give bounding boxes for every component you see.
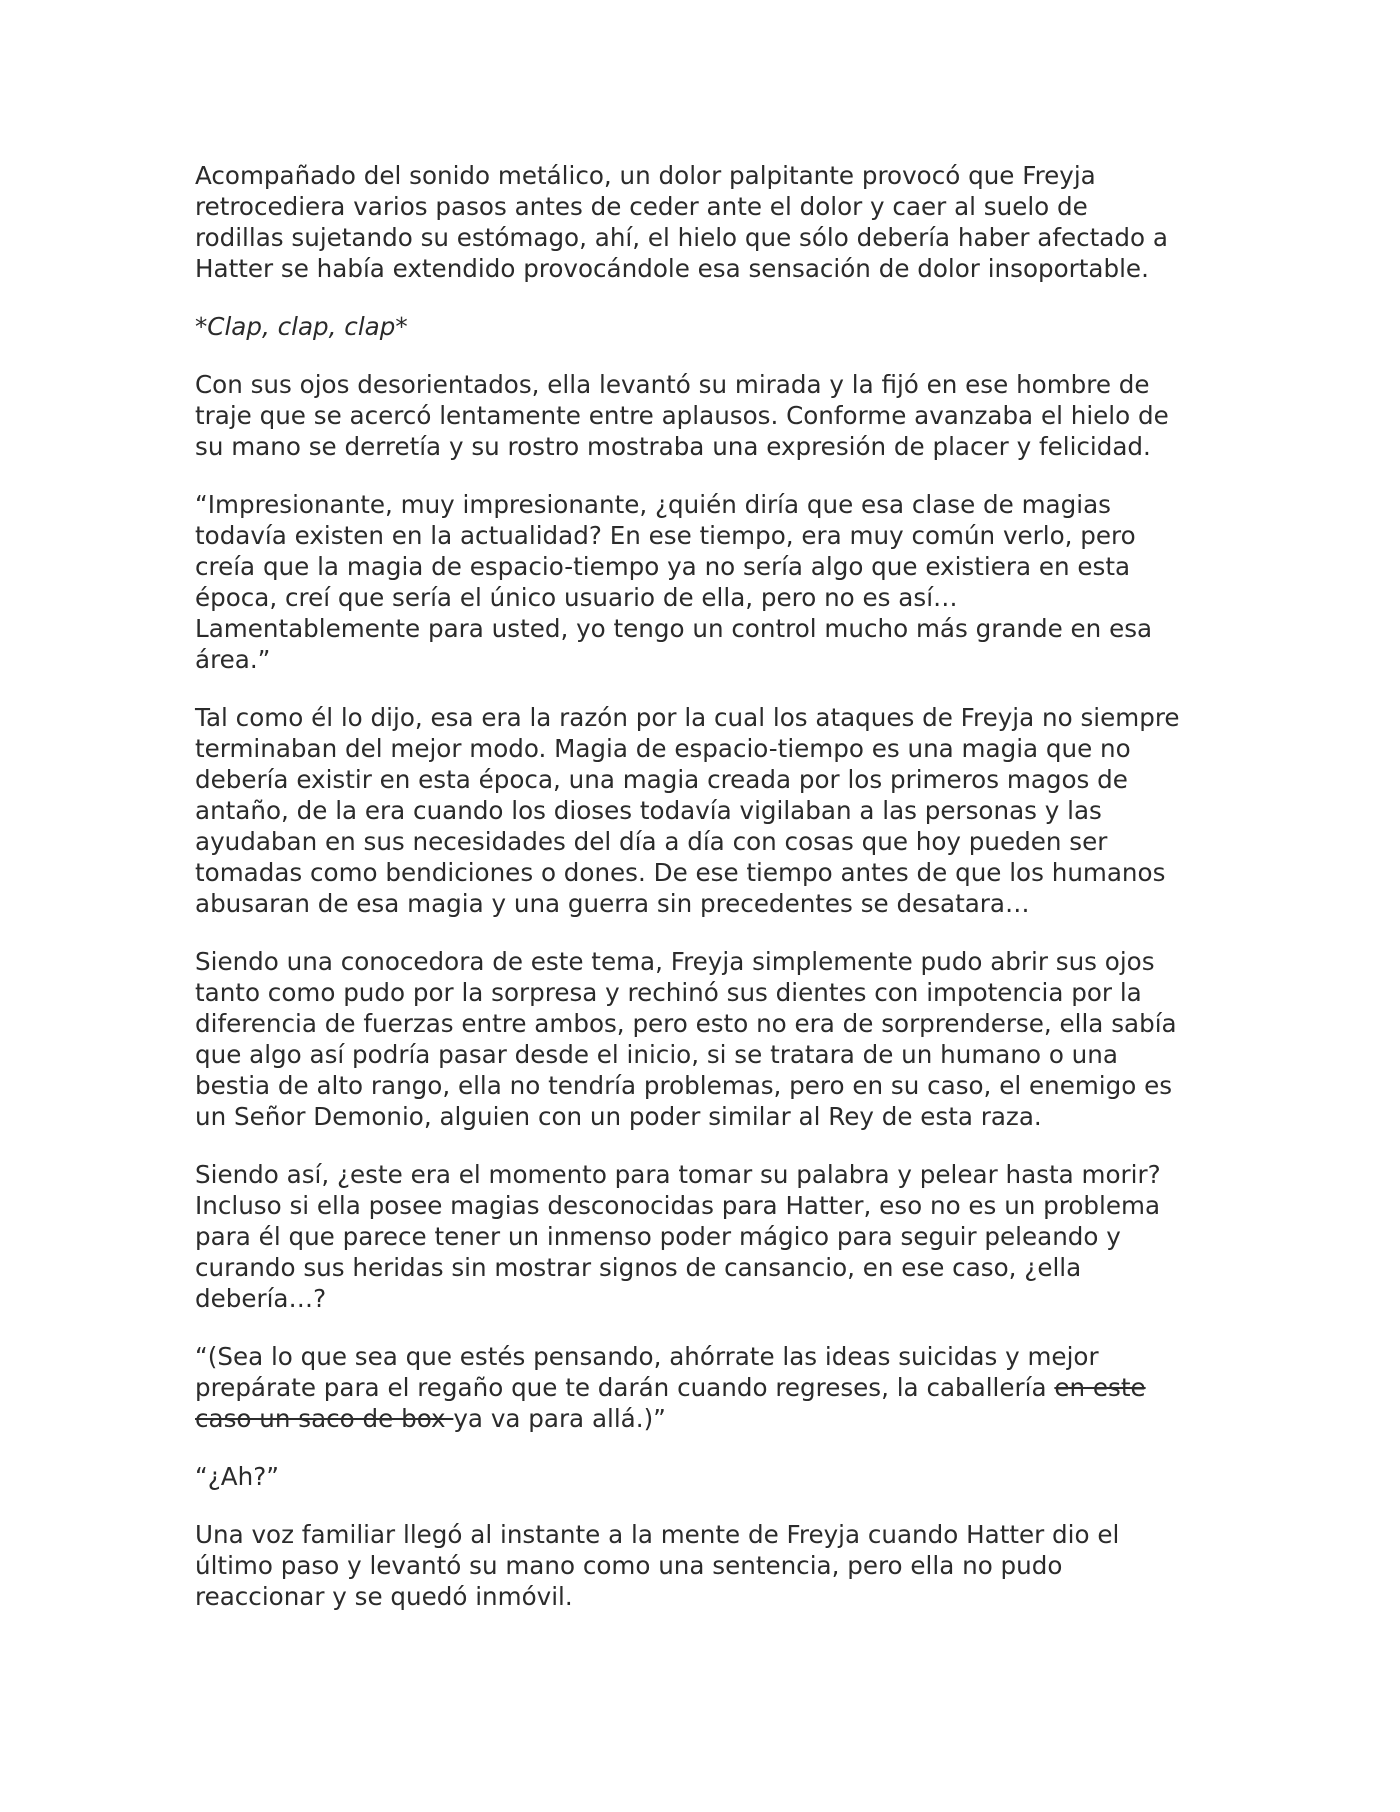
document-body	[195, 160, 1215, 1639]
text-line: abusaran de esa magia y una guerra sin precedentes se desatara…	[195, 889, 1030, 918]
paragraph-3	[195, 369, 1215, 462]
text-line: Siendo una conocedora de este tema, Freyja simplemente pudo abrir sus ojos	[195, 947, 1155, 976]
paragraph-5	[195, 702, 1215, 919]
text-line	[195, 1372, 1215, 1403]
text-line: antaño, de la era cuando los dioses todavía vigilaban a las personas y las	[195, 796, 1102, 825]
paragraph-10	[195, 1519, 1215, 1612]
text-line: Con sus ojos desorientados, ella levantó su mirada y la fijó en ese hombre de	[195, 370, 1150, 399]
text-line: “Impresionante, muy impresionante, ¿quién diría que esa clase de magias	[195, 490, 1111, 519]
text-line: retrocediera varios pasos antes de ceder ante el dolor y caer al suelo de	[195, 192, 1088, 221]
text-line: debería existir en esta época, una magia creada por los primeros magos de	[195, 765, 1128, 794]
text-line: su mano se derretía y su rostro mostraba una expresión de placer y felicidad.	[195, 432, 1151, 461]
text-line: “(Sea lo que sea que estés pensando, ahórrate las ideas suicidas y mejor	[195, 1342, 1099, 1371]
text-line: área.”	[195, 645, 271, 674]
text-line: “¿Ah?”	[195, 1462, 280, 1491]
paragraph-6	[195, 946, 1215, 1132]
text-line: diferencia de fuerzas entre ambos, pero esto no era de sorprenderse, ella sabía	[195, 1009, 1177, 1038]
text-line: Incluso si ella posee magias desconocidas para Hatter, eso no es un problema	[195, 1191, 1161, 1220]
text-line: bestia de alto rango, ella no tendría problemas, pero en su caso, el enemigo es	[195, 1071, 1173, 1100]
text-line: Acompañado del sonido metálico, un dolor palpitante provocó que Freyja	[195, 161, 1096, 190]
paragraph-7	[195, 1159, 1215, 1314]
text-line	[195, 1403, 1215, 1434]
text-line: traje que se acercó lentamente entre aplausos. Conforme avanzaba el hielo de	[195, 401, 1169, 430]
text-line: debería…?	[195, 1284, 327, 1313]
paragraph-2-sound-effect	[195, 311, 1215, 342]
text-line: curando sus heridas sin mostrar signos de cansancio, en ese caso, ¿ella	[195, 1253, 1082, 1282]
text-line: Hatter se había extendido provocándole esa sensación de dolor insoportable.	[195, 254, 1149, 283]
paragraph-9-dialogue	[195, 1461, 1215, 1492]
text-line: creía que la magia de espacio-tiempo ya no sería algo que existiera en esta	[195, 552, 1131, 581]
text-line: Tal como él lo dijo, esa era la razón por la cual los ataques de Freyja no siempre	[195, 703, 1180, 732]
paragraph-4-dialogue	[195, 489, 1215, 675]
text-line: *Clap, clap, clap*	[195, 312, 408, 341]
text-line: terminaban del mejor modo. Magia de espacio-tiempo es una magia que no	[195, 734, 1131, 763]
text-line: época, creí que sería el único usuario de ella, pero no es así…	[195, 583, 958, 612]
text-line: último paso y levantó su mano como una sentencia, pero ella no pudo	[195, 1551, 1063, 1580]
text-line: todavía existen en la actualidad? En ese tiempo, era muy común verlo, pero	[195, 521, 1136, 550]
text-line: Lamentablemente para usted, yo tengo un control mucho más grande en esa	[195, 614, 1153, 643]
text-segment: prepárate para el regaño que te darán cuando regreses, la caballería	[195, 1373, 1055, 1402]
paragraph-8-telepathic-dialogue	[195, 1341, 1215, 1434]
text-line: reaccionar y se quedó inmóvil.	[195, 1582, 573, 1611]
text-line: ayudaban en sus necesidades del día a día con cosas que hoy pueden ser	[195, 827, 1108, 856]
text-line: que algo así podría pasar desde el inicio, si se tratara de un humano o una	[195, 1040, 1118, 1069]
text-line: Una voz familiar llegó al instante a la mente de Freyja cuando Hatter dio el	[195, 1520, 1120, 1549]
text-segment: ya va para allá.)”	[453, 1404, 666, 1433]
text-line: rodillas sujetando su estómago, ahí, el hielo que sólo debería haber afectado a	[195, 223, 1168, 252]
text-line: Siendo así, ¿este era el momento para tomar su palabra y pelear hasta morir?	[195, 1160, 1161, 1189]
text-line: tanto como pudo por la sorpresa y rechinó sus dientes con impotencia por la	[195, 978, 1142, 1007]
strikethrough-text: en este	[1054, 1373, 1146, 1402]
text-line: tomadas como bendiciones o dones. De ese tiempo antes de que los humanos	[195, 858, 1166, 887]
text-line: para él que parece tener un inmenso poder mágico para seguir peleando y	[195, 1222, 1121, 1251]
strikethrough-text: caso un saco de box	[195, 1404, 454, 1433]
text-line: un Señor Demonio, alguien con un poder similar al Rey de esta raza.	[195, 1102, 1042, 1131]
paragraph-1	[195, 160, 1215, 284]
